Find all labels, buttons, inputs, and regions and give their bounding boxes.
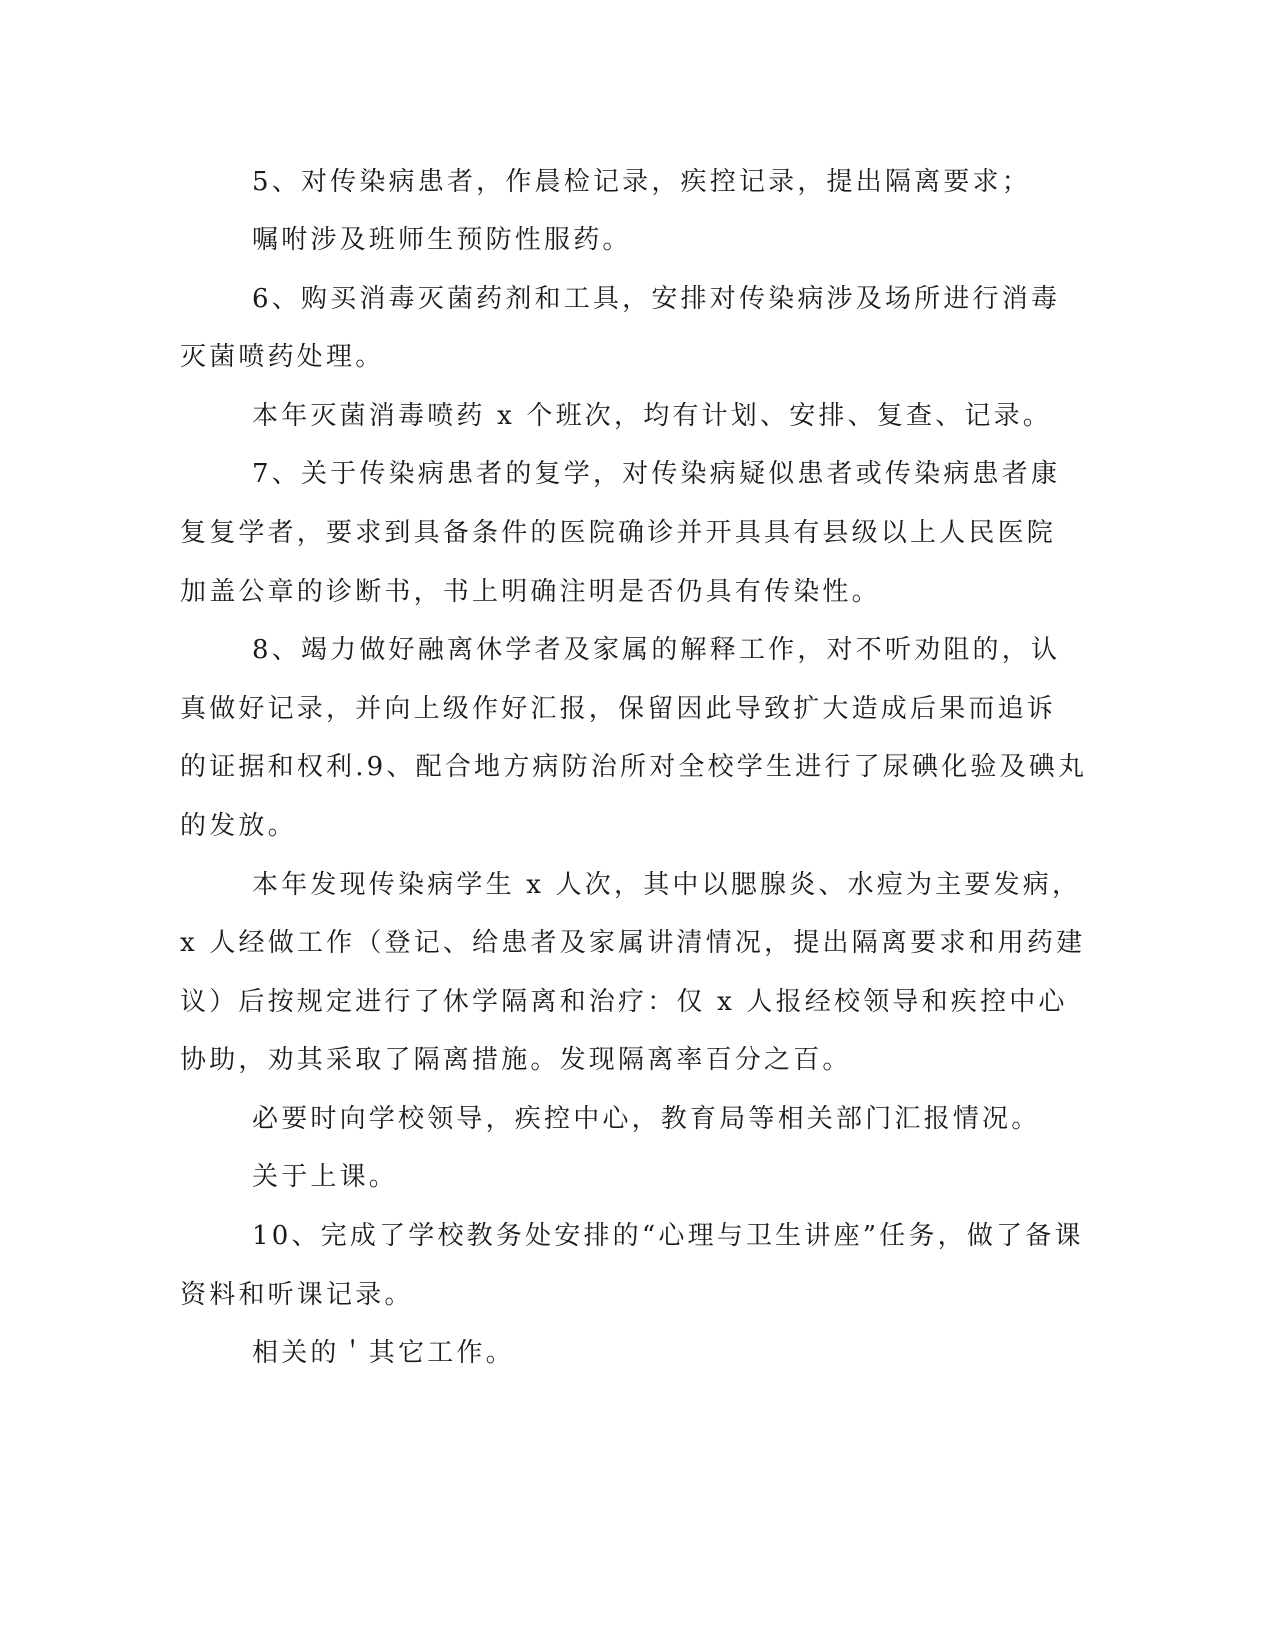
paragraph-line: 议）后按规定进行了休学隔离和治疗：仅 x 人报经校领导和疾控中心 xyxy=(180,987,1068,1017)
paragraph-line: 的证据和权利.9、配合地方病防治所对全校学生进行了尿碘化验及碘丸 xyxy=(180,752,1088,782)
paragraph-line: 关于上课。 xyxy=(252,1162,399,1192)
paragraph-line: 复复学者，要求到具备条件的医院确诊并开具具有县级以上人民医院 xyxy=(180,518,1057,548)
paragraph-line: 加盖公章的诊断书，书上明确注明是否仍具有传染性。 xyxy=(180,577,881,607)
paragraph-line: 资料和听课记录。 xyxy=(180,1280,414,1310)
paragraph-line: 灭菌喷药处理。 xyxy=(180,342,385,372)
paragraph-line: 6、购买消毒灭菌药剂和工具，安排对传染病涉及场所进行消毒 xyxy=(252,284,1061,314)
paragraph-line: 10、完成了学校教务处安排的“心理与卫生讲座”任务，做了备课 xyxy=(252,1221,1084,1251)
paragraph-line: 本年发现传染病学生 x 人次，其中以腮腺炎、水痘为主要发病， xyxy=(252,870,1082,900)
paragraph-line: 5、对传染病患者，作晨检记录，疾控记录，提出隔离要求； xyxy=(252,167,1031,197)
paragraph-line: 相关的＇其它工作。 xyxy=(252,1338,515,1368)
paragraph-line: 本年灭菌消毒喷药 x 个班次，均有计划、安排、复查、记录。 xyxy=(252,401,1052,431)
paragraph-line: x 人经做工作（登记、给患者及家属讲清情况，提出隔离要求和用药建 xyxy=(180,928,1086,958)
paragraph-line: 协助，劝其采取了隔离措施。发现隔离率百分之百。 xyxy=(180,1045,852,1075)
paragraph-line: 必要时向学校领导，疾控中心，教育局等相关部门汇报情况。 xyxy=(252,1104,1041,1134)
paragraph-line: 嘱咐涉及班师生预防性服药。 xyxy=(252,225,632,255)
paragraph-line: 的发放。 xyxy=(180,811,297,841)
paragraph-line: 真做好记录，并向上级作好汇报，保留因此导致扩大造成后果而追诉 xyxy=(180,694,1057,724)
paragraph-line: 7、关于传染病患者的复学，对传染病疑似患者或传染病患者康 xyxy=(252,459,1061,489)
paragraph-line: 8、竭力做好融离休学者及家属的解释工作，对不听劝阻的，认 xyxy=(252,635,1061,665)
